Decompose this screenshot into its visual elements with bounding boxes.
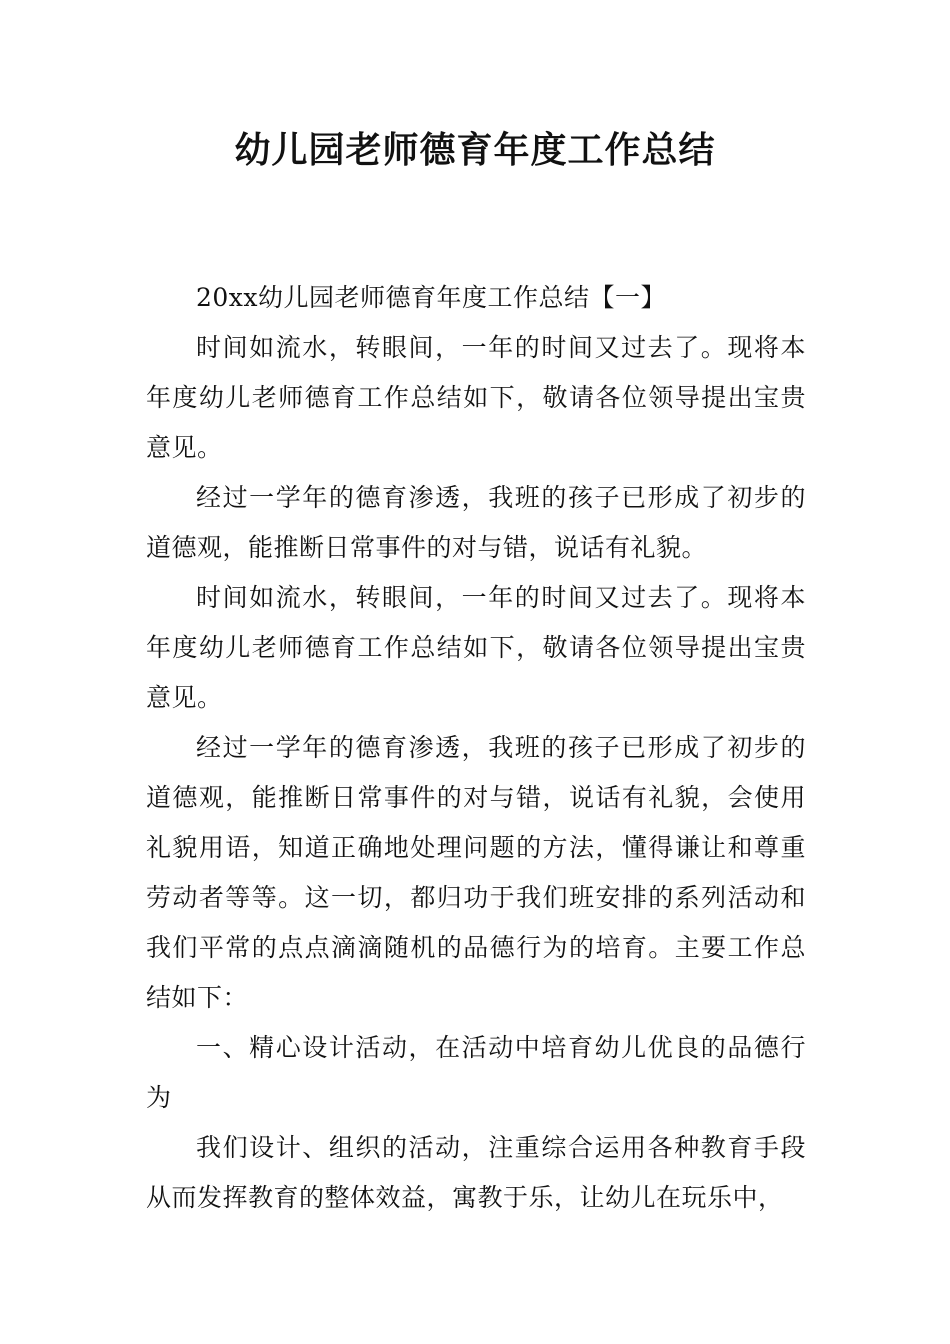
paragraph: 经过一学年的德育渗透，我班的孩子已形成了初步的道德观，能推断日常事件的对与错，说话有礼貌，会使用礼貌用语，知道正确地处理问题的方法，懂得谦让和尊重劳动者等等。这一切，都归功于我们班安排的系列活动和我们平常的点点滴滴随机的品德行为的培育。主要工作总结如下： <box>146 733 806 1012</box>
paragraph: 时间如流水，转眼间，一年的时间又过去了。现将本年度幼儿老师德育工作总结如下，敬请各位领导提出宝贵意见。 <box>146 333 806 462</box>
subsection-heading: 一、精心设计活动，在活动中培育幼儿优良的品德行为 <box>146 1033 806 1112</box>
paragraph: 时间如流水，转眼间，一年的时间又过去了。现将本年度幼儿老师德育工作总结如下，敬请各位领导提出宝贵意见。 <box>146 583 806 712</box>
document-body <box>146 273 806 1223</box>
section-heading: 20xx幼儿园老师德育年度工作总结【一】 <box>196 283 667 312</box>
paragraph: 经过一学年的德育渗透，我班的孩子已形成了初步的道德观，能推断日常事件的对与错，说话有礼貌。 <box>146 483 806 562</box>
document-title: 幼儿园老师德育年度工作总结 <box>234 130 716 171</box>
paragraph: 我们设计、组织的活动，注重综合运用各种教育手段从而发挥教育的整体效益，寓教于乐，让幼儿在玩乐中， <box>146 1133 806 1212</box>
